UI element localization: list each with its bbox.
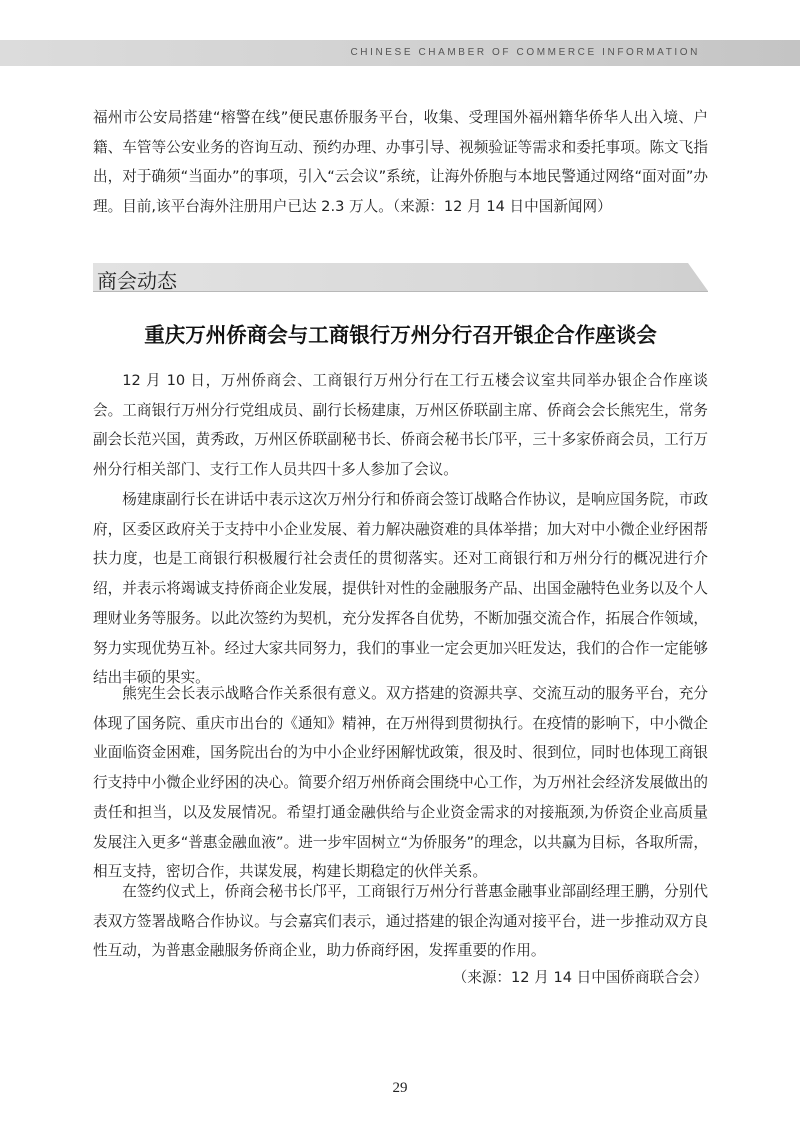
intro-paragraph: 福州市公安局搭建“榕警在线”便民惠侨服务平台，收集、受理国外福州籍华侨华人出入境、户籍、车管等公安业务的咨询互动、预约办理、办事引导、视频验证等需求和委托事项。陈文飞指出，对于确须“当面办”的事项，引入“云会议”系统，让海外侨胞与本地民警通过网络“面对面”办理。目前,该平台海外注册用户已达 2.3 万人。（来源：12 月 14 日中国新闻网）	[93, 109, 708, 216]
page-number: 29	[392, 1080, 408, 1096]
article-title: 重庆万州侨商会与工商银行万州分行召开银企合作座谈会	[144, 323, 657, 347]
section-header	[93, 263, 708, 292]
article-source: （来源：12 月 14 日中国侨商联合会）	[452, 969, 708, 986]
header-banner-text: CHINESE CHAMBER OF COMMERCE INFORMATION	[350, 47, 700, 58]
section-header-notch	[688, 263, 708, 291]
article-paragraph-1: 12 月 10 日，万州侨商会、工商银行万州分行在工行五楼会议室共同举办银企合作座谈会。工商银行万州分行党组成员、副行长杨建康，万州区侨联副主席、侨商会会长熊宪生，常务副会长范兴国，黄秀政，万州区侨联副秘书长、侨商会秘书长邝平，三十多家侨商会员，工行万州分行相关部门、支行工作人员共四十多人参加了会议。	[93, 372, 708, 479]
article-paragraph-3: 熊宪生会长表示战略合作关系很有意义。双方搭建的资源共享、交流互动的服务平台，充分体现了国务院、重庆市出台的《通知》精神，在万州得到贯彻执行。在疫情的影响下，中小微企业面临资金困难，国务院出台的为中小企业纾困解忧政策，很及时、很到位，同时也体现工商银行支持中小微企业纾困的决心。简要介绍万州侨商会围绕中心工作，为万州社会经济发展做出的责任和担当，以及发展情况。希望打通金融供给与企业资金需求的对接瓶颈,为侨资企业高质量发展注入更多“普惠金融血液”。进一步牢固树立“为侨服务”的理念，以共赢为目标，各取所需，相互支持，密切合作，共谋发展，构建长期稳定的伙伴关系。	[93, 685, 708, 881]
header-banner	[0, 40, 800, 66]
section-title: 商会动态	[97, 269, 177, 293]
article-paragraph-2: 杨建康副行长在讲话中表示这次万州分行和侨商会签订战略合作协议，是响应国务院，市政府，区委区政府关于支持中小企业发展、着力解决融资难的具体举措；加大对中小微企业纾困帮扶力度，也是工商银行积极履行社会责任的贯彻落实。还对工商银行和万州分行的概况进行介绍，并表示将竭诚支持侨商企业发展，提供针对性的金融服务产品、出国金融特色业务以及个人理财业务等服务。以此次签约为契机，充分发挥各自优势，不断加强交流合作，拓展合作领域，努力实现优势互补。经过大家共同努力，我们的事业一定会更加兴旺发达，我们的合作一定能够结出丰硕的果实。	[93, 491, 708, 687]
article-paragraph-4: 在签约仪式上，侨商会秘书长邝平，工商银行万州分行普惠金融事业部副经理王鹏，分别代表双方签署战略合作协议。与会嘉宾们表示，通过搭建的银企沟通对接平台，进一步推动双方良性互动，为普惠金融服务侨商企业，助力侨商纾困，发挥重要的作用。	[93, 883, 708, 960]
